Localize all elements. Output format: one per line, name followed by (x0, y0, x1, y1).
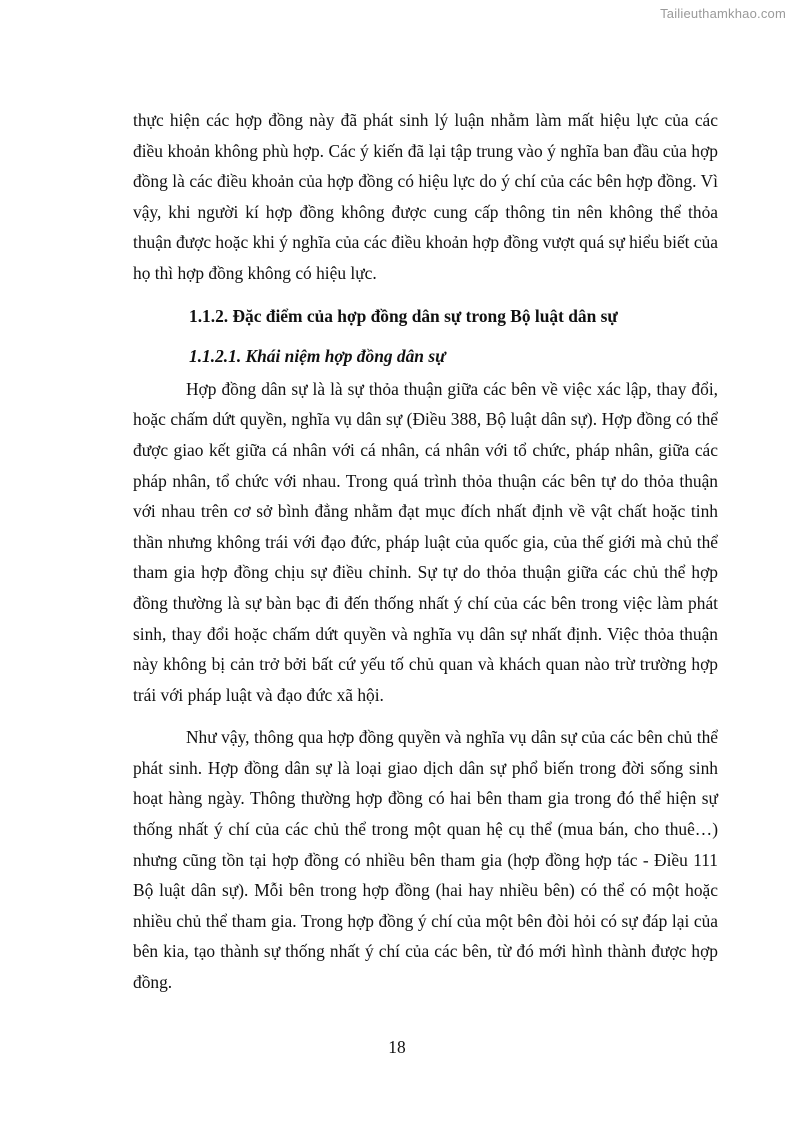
page-number: 18 (388, 1037, 406, 1057)
section-heading: 1.1.2. Đặc điểm của hợp đồng dân sự trong Bộ luật dân sự (189, 305, 618, 326)
paragraph-conclusion: Như vậy, thông qua hợp đồng quyền và nghĩa vụ dân sự của các bên chủ thể phát sinh. Hợp đồng dân sự là loại giao dịch dân sự phổ biến trong đời sống sinh hoạt hàng ngày. Thông thường hợp đồng có hai bên tham gia trong đó thể hiện sự thống nhất ý chí của các chủ thể trong một quan hệ cụ thể (mua bán, cho thuê…) nhưng cũng tồn tại hợp đồng có nhiều bên tham gia (hợp đồng hợp tác - Điều 111 Bộ luật dân sự). Mỗi bên trong hợp đồng (hai hay nhiều bên) có thể có một hoặc nhiều chủ thể tham gia. Trong hợp đồng ý chí của một bên đòi hỏi có sự đáp lại của bên kia, tạo thành sự thống nhất ý chí của các bên, từ đó mới hình thành được hợp đồng. (133, 727, 718, 993)
paragraph-concept: Hợp đồng dân sự là là sự thỏa thuận giữa các bên về việc xác lập, thay đổi, hoặc chấm dứt quyền, nghĩa vụ dân sự (Điều 388, Bộ luật dân sự). Hợp đồng có thể được giao kết giữa cá nhân với cá nhân, cá nhân với tổ chức, pháp nhân, giữa các pháp nhân, tổ chức với nhau. Trong quá trình thỏa thuận các bên tự do thỏa thuận với nhau trên cơ sở bình đẳng nhằm đạt mục đích nhất định về vật chất hoặc tinh thần nhưng không trái với đạo đức, pháp luật của quốc gia, của thế giới mà chủ thể tham gia hợp đồng chịu sự điều chỉnh. Sự tự do thỏa thuận giữa các chủ thể hợp đồng thường là sự bàn bạc đi đến thống nhất ý chí của các bên trong việc làm phát sinh, thay đổi hoặc chấm dứt quyền và nghĩa vụ dân sự nhất định. Việc thỏa thuận này không bị cản trở bởi bất cứ yếu tố chủ quan và khách quan nào trừ trường hợp trái với pháp luật và đạo đức xã hội. (133, 378, 718, 705)
paragraph-intro-continued: thực hiện các hợp đồng này đã phát sinh lý luận nhằm làm mất hiệu lực của các điều khoản không phù hợp. Các ý kiến đã lại tập trung vào ý nghĩa ban đầu của hợp đồng là các điều khoản của hợp đồng có hiệu lực do ý chí của các bên hợp đồng. Vì vậy, khi người kí hợp đồng không được cung cấp thông tin nên không thể thỏa thuận được hoặc khi ý nghĩa của các điều khoản hợp đồng vượt quá sự hiểu biết của họ thì hợp đồng không có hiệu lực. (133, 110, 718, 283)
page-body (133, 105, 718, 998)
watermark: Tailieuthamkhao.com (660, 6, 786, 21)
subsection-heading: 1.1.2.1. Khái niệm hợp đồng dân sự (189, 346, 446, 367)
